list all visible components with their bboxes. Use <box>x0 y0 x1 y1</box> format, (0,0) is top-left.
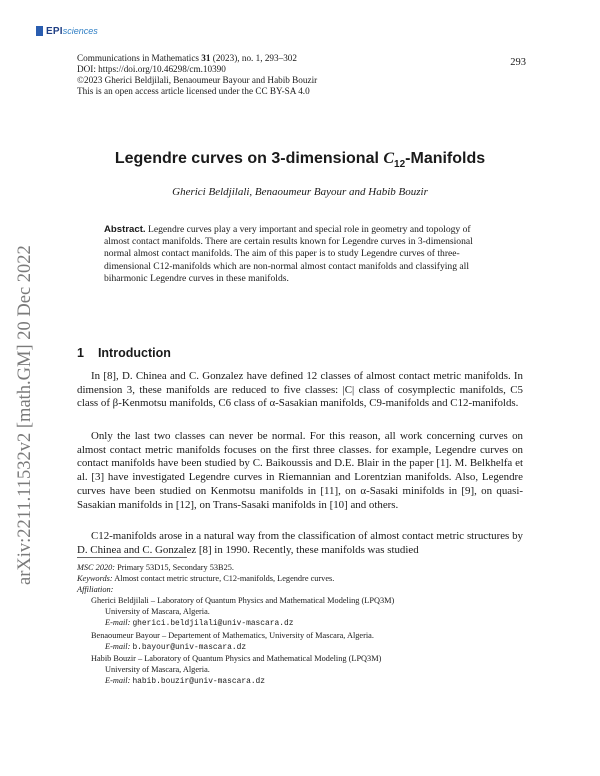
email-link[interactable]: gherici.beldjilali@univ-mascara.dz <box>132 619 294 629</box>
paragraph-2: Only the last two classes can never be normal. For this reason, all work concerning curves on almost contact metric manifolds focuses on the first three classes. for example, Legendre curves on contact manifolds have been studied by C. Baikoussis and D.E. Blair in the paper [1]. M. Belkhelfa et al. [3] have investigated Legendre curves in Riemannian and Lorentzian manifolds. Also, Legendre curves have been studied on Kenmotsu manifolds in [11], on α-Sasaki minifolds in [9], on quasi-Sasakian manifolds in [12], on Trans-Sasaki manifolds in [10] and others. <box>77 430 523 511</box>
logo-mark-icon <box>36 26 43 36</box>
abstract-label: Abstract. <box>104 224 146 235</box>
affiliation-3-email: E-mail: habib.bouzir@univ-mascara.dz <box>105 675 266 686</box>
keywords-line: Keywords: Almost contact metric structure, C12-manifolds, Legendre curves. <box>77 574 335 584</box>
email-link[interactable]: b.bayour@univ-mascara.dz <box>132 642 247 652</box>
abstract-text: Legendre curves play a very important and special role in geometry and topology of almost contact manifolds. There are certain results known for Legendre curves in 3-dimensional normal almost contact manifolds. The aim of this paper is to study Legendre curves of three-dimensional C12-manifolds which are non-normal almost contact manifolds and classifying all biharmonic Legendre curves in these manifolds. <box>104 224 473 284</box>
affiliation-label: Affiliation: <box>77 585 114 595</box>
arxiv-stamp: arXiv:2211.11532v2 [math.GM] 20 Dec 2022 <box>15 245 35 585</box>
msc-line: MSC 2020: Primary 53D15, Secondary 53B25. <box>77 563 234 572</box>
email-link[interactable]: habib.bouzir@univ-mascara.dz <box>132 676 266 686</box>
copyright-line: ©2023 Gherici Beldjilali, Benaoumeur Bayour and Habib Bouzir <box>77 75 318 85</box>
affiliation-3: Habib Bouzir – Laboratory of Quantum Physics and Mathematical Modeling (LPQ3M) <box>91 653 382 663</box>
abstract <box>104 224 496 285</box>
journal-citation: Communications in Mathematics 31 (2023), no. 1, 293–302 <box>77 53 297 63</box>
affiliation-1: Gherici Beldjilali – Laboratory of Quantum Physics and Mathematical Modeling (LPQ3M) <box>91 596 395 606</box>
paper-title: Legendre curves on 3-dimensional $C_{12}$-Manifolds <box>114 150 486 171</box>
doi-link[interactable]: DOI: https://doi.org/10.46298/cm.10390 <box>77 64 226 74</box>
section-heading <box>77 346 185 360</box>
page-number: 293 <box>510 57 526 68</box>
license-line: This is an open access article licensed under the CC BY-SA 4.0 <box>77 86 310 96</box>
affiliation-1-institution: University of Mascara, Algeria. <box>105 607 210 617</box>
article-header <box>77 53 517 97</box>
logo-brand: EPI <box>46 25 63 37</box>
affiliation-2: Benaoumeur Bayour – Departement of Mathematics, University of Mascara, Algeria. <box>91 630 374 640</box>
logo-suffix: sciences <box>62 26 98 36</box>
author-list: Gherici Beldjilali, Benaoumeur Bayour and Habib Bouzir <box>172 186 428 198</box>
footnotes <box>77 562 537 687</box>
publisher-logo <box>36 24 98 38</box>
paragraph-1: In [8], D. Chinea and C. Gonzalez have defined 12 classes of almost contact metric manifolds. In dimension 3, these manifolds are reduced to five classes: |C| class of cosymplectic manifolds, C5 class of β-Kenmotsu manifolds, C6 class of α-Sasakian manifolds, C9-manifolds and C12-manifolds. <box>77 370 523 410</box>
affiliation-2-email: E-mail: b.bayour@univ-mascara.dz <box>105 641 247 652</box>
section-title: Introduction <box>97 346 171 360</box>
affiliation-3-institution: University of Mascara, Algeria. <box>105 664 210 674</box>
affiliation-1-email: E-mail: gherici.beldjilali@univ-mascara.dz <box>105 618 294 629</box>
footnote-divider <box>77 557 187 558</box>
section-number: 1 <box>77 346 84 360</box>
paragraph-3: C12-manifolds arose in a natural way from the classification of almost contact metric structures by D. Chinea and C. Gonzalez [8] in 1990. Recently, these manifolds was studied <box>77 530 523 556</box>
